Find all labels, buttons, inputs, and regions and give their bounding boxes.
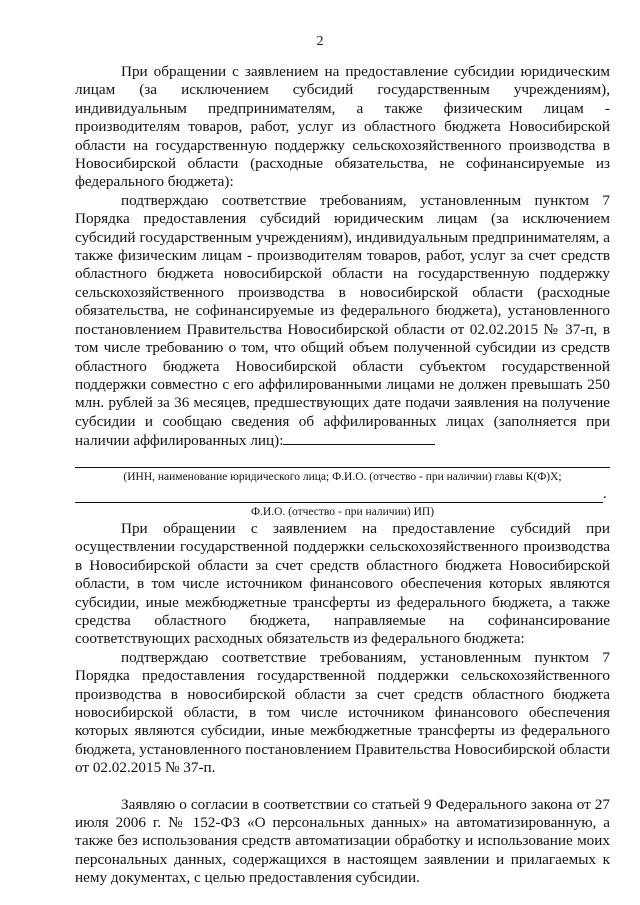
- confirmation-text: подтверждаю соответствие требованиям, установленным пунктом 7 Порядка предоставления субсидий юридическим лицам (за исключением субсидий государственным учреждениям), индивидуальным предпринимателям, а также физическим лицам - производителям товаров, работ, услуг за счет средств областного бюджета новосибирской области на государственную поддержку сельскохозяйственного производства в новосибирской области (расходные обязательства, не софинансируемые из федерального бюджета), установленного постановлением Правительства Новосибирской области от 02.02.2015 № 37-п, в том числе требованию о том, что общий объем полученной субсидии из средств областного бюджета Новосибирской области субъектом государственной поддержки совместно с его аффилированными лицами не должен превышать 250 млн. рублей за 36 месяцев, предшествующих дате подачи заявления на получение субсидии и сообщаю сведения об аффилированных лицах (заполняется при наличии аффилированных лиц):: [75, 191, 610, 450]
- affiliates-blank-line-1[interactable]: [75, 455, 610, 468]
- paragraph-confirmation-affiliates: [75, 192, 610, 451]
- line-2-period: .: [603, 484, 607, 502]
- caption-fio-ip: Ф.И.О. (отчество - при наличии) ИП): [250, 505, 435, 518]
- spacer: [75, 778, 610, 796]
- paragraph-state-support-request: При обращении с заявлением на предоставление субсидий при осуществлении государственной поддержки сельскохозяйственного производства в Новосибирской области за счет средств областного бюджета Новосибирской области, в том числе источником финансового обеспечения которых являются субсидии, иные межбюджетные трансферты из федерального бюджета, а также средства областного бюджета, направляемые на софинансирование соответствующих расходных обязательств из федерального бюджета:: [75, 519, 610, 648]
- paragraph-confirmation-support: подтверждаю соответствие требованиям, установленным пунктом 7 Порядка предоставления государственной поддержки сельскохозяйственного производства в новосибирской области за счет средств областного бюджета новосибирской области, в том числе источником финансового обеспечения которых являются субсидии, иные межбюджетные трансферты из федерального бюджета, установленного постановлением Правительства Новосибирской области: [75, 648, 610, 758]
- paragraph-personal-data-consent: Заявляю о согласии в соответствии со статьей 9 Федерального закона от 27 июля 2006 г. № 152-ФЗ «О персональных данных» на автоматизированную, а также без использования средств автоматизации обработку и использование моих персональных данных, содержащихся в настоящем заявлении и прилагаемых к нему документах, с целью предоставления субсидии.: [75, 795, 610, 887]
- page-number: 2: [316, 34, 324, 49]
- affiliates-line-2-row: [75, 485, 610, 503]
- affiliates-fill-line[interactable]: [283, 431, 435, 445]
- caption-inn-name: (ИНН, наименование юридического лица; Ф.И.О. (отчество - при наличии) главы К(Ф)Х;: [123, 470, 562, 483]
- document-body: [75, 63, 610, 888]
- affiliates-input-block: [75, 455, 610, 520]
- affiliates-blank-line-2[interactable]: [75, 490, 603, 503]
- paragraph-subsidy-request: При обращении с заявлением на предоставление субсидии юридическим лицам (за исключением субсидий государственным учреждениям), индивидуальным предпринимателям, а также физическим лицам - производителям товаров, работ, услуг из областного бюджета Новосибирской области на государственную поддержку сельскохозяйственного производства в Новосибирской области (расходные обязательства, не софинансируемые из федерального бюджета):: [75, 63, 610, 191]
- paragraph-resolution-date: от 02.02.2015 № 37-п.: [75, 759, 216, 777]
